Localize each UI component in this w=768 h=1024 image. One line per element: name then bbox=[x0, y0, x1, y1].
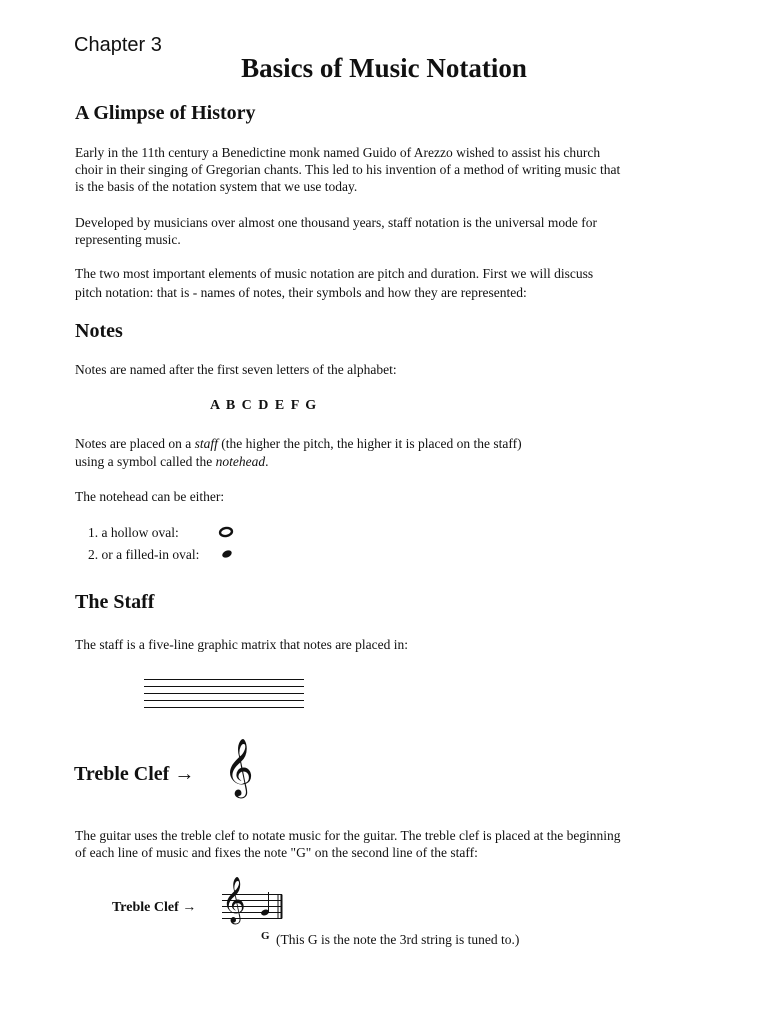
notes-heading: Notes bbox=[75, 320, 123, 342]
option-filled-oval: 2. or a filled-in oval: bbox=[88, 547, 200, 562]
history-p1-line2: choir in their singing of Gregorian chants. This led to his invention of a method of writing music that bbox=[75, 162, 621, 177]
notes-symbol-b: . bbox=[265, 454, 269, 469]
treble-clef-small-label: Treble Clef → bbox=[112, 900, 197, 915]
hollow-oval-notehead-icon bbox=[218, 526, 234, 538]
note-letters: A B C D E F G bbox=[210, 398, 318, 413]
history-p2-line1: Developed by musicians over almost one thousand years, staff notation is the universal mode for bbox=[75, 215, 598, 230]
treble-paragraph-line2: of each line of music and fixes the note "G" on the second line of the staff: bbox=[75, 845, 478, 860]
option-hollow-oval: 1. a hollow oval: bbox=[88, 525, 179, 540]
page-title: Basics of Music Notation bbox=[241, 53, 527, 83]
treble-paragraph-line1: The guitar uses the treble clef to notate music for the guitar. The treble clef is placed at the beginning bbox=[75, 828, 621, 843]
history-p3-line1: The two most important elements of music notation are pitch and duration. First we will discuss bbox=[75, 266, 594, 281]
notes-symbol-a: using a symbol called the bbox=[75, 454, 216, 469]
history-p2-line2: representing music. bbox=[75, 232, 181, 247]
filled-oval-notehead-icon bbox=[220, 548, 234, 560]
g-note-label: G bbox=[261, 930, 270, 942]
notes-placed-b: (the higher the pitch, the higher it is placed on the staff) bbox=[217, 436, 522, 451]
staff-heading: The Staff bbox=[75, 591, 155, 613]
notes-intro: Notes are named after the first seven letters of the alphabet: bbox=[75, 362, 397, 377]
g-string-caption: (This G is the note the 3rd string is tuned to.) bbox=[276, 932, 520, 947]
notes-symbol-line bbox=[75, 453, 268, 470]
staff-description: The staff is a five-line graphic matrix that notes are placed in: bbox=[75, 637, 408, 652]
chapter-label: Chapter 3 bbox=[74, 34, 162, 56]
notes-placed-staff: staff bbox=[194, 436, 218, 451]
notehead-either: The notehead can be either: bbox=[75, 489, 225, 504]
history-p1-line1: Early in the 11th century a Benedictine monk named Guido of Arezzo wished to assist his church bbox=[75, 145, 601, 160]
five-line-staff bbox=[144, 676, 304, 712]
history-p3-line2: pitch notation: that is - names of notes, their symbols and how they are represented: bbox=[75, 285, 527, 300]
treble-clef-small-icon: 𝄞 bbox=[222, 877, 246, 923]
history-heading: A Glimpse of History bbox=[75, 102, 256, 124]
notes-symbol-notehead: notehead bbox=[215, 454, 266, 469]
notes-placed-a: Notes are placed on a bbox=[75, 436, 195, 451]
notes-placed-line bbox=[75, 435, 522, 452]
history-p1-line3: is the basis of the notation system that we use today. bbox=[75, 179, 358, 194]
treble-clef-icon: 𝄞 bbox=[224, 738, 254, 796]
treble-clef-heading: Treble Clef → bbox=[74, 763, 195, 785]
